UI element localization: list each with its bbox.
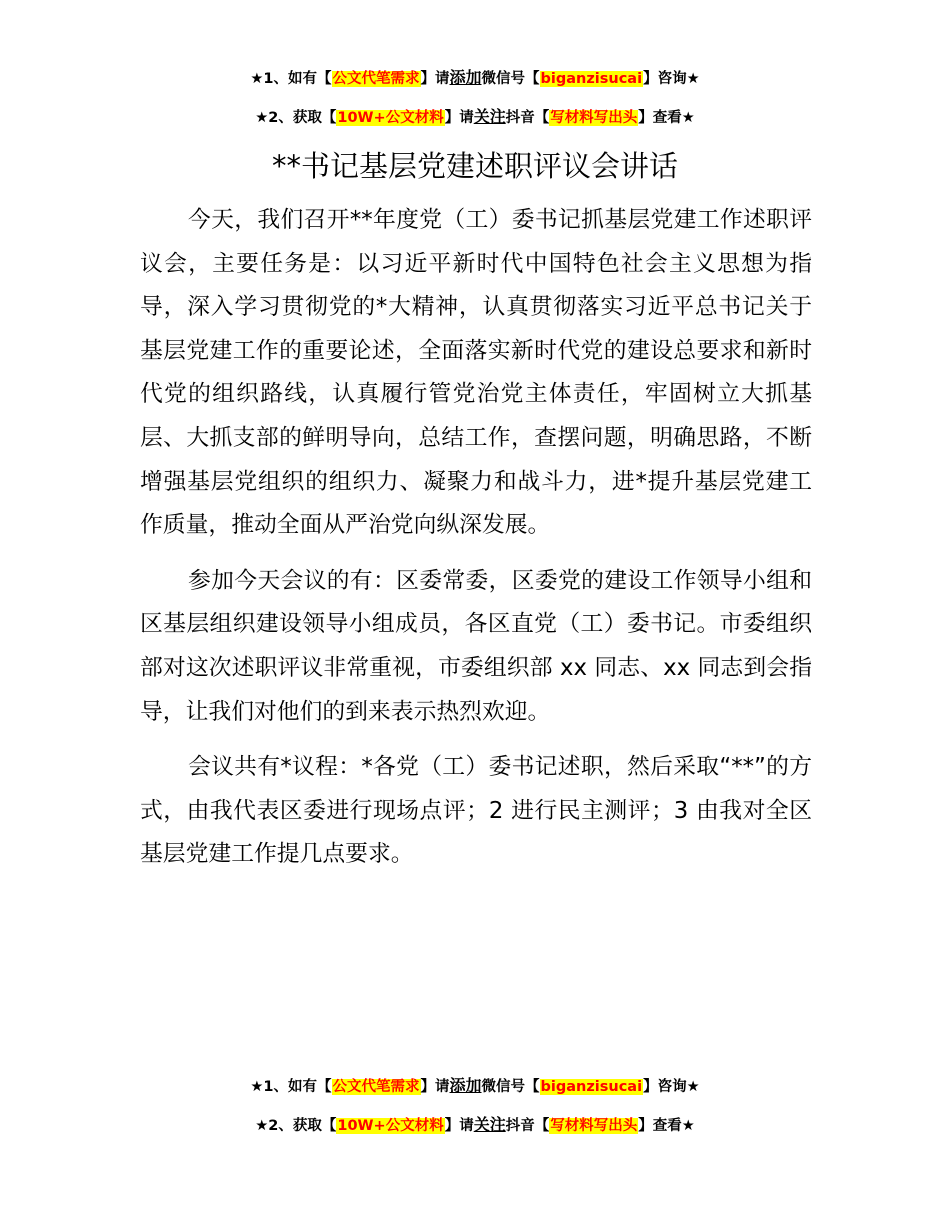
- notice-emphasis: 添加: [449, 68, 482, 87]
- notice-text: 微信号【: [481, 71, 540, 87]
- promo-notice-top-1: [0, 67, 950, 90]
- notice-suffix: 】咨询★: [643, 1079, 700, 1095]
- notice-text: 】请: [420, 1079, 450, 1095]
- notice-suffix: 】咨询★: [643, 71, 700, 87]
- notice-prefix: ★2、获取【: [255, 110, 337, 126]
- notice-highlight: 写材料写出头: [550, 110, 638, 126]
- notice-text: 】请: [420, 71, 450, 87]
- notice-emphasis: 关注: [473, 107, 506, 126]
- notice-highlight: biganzisucai: [540, 1079, 643, 1095]
- notice-prefix: ★2、获取【: [255, 1118, 337, 1134]
- notice-suffix: 】查看★: [638, 1118, 695, 1134]
- body-paragraph: 今天，我们召开**年度党（工）委书记抓基层党建工作述职评议会，主要任务是：以习近平新时代中国特色社会主义思想为指导，深入学习贯彻党的*大精神，认真贯彻落实习近平总书记关于基层党建工作的重要论述，全面落实新时代党的建设总要求和新时代党的组织路线，认真履行管党治党主体责任，牢固树立大抓基层、大抓支部的鲜明导向，总结工作，查摆问题，明确思路，不断增强基层党组织的组织力、凝聚力和战斗力，进*提升基层党建工作质量，推动全面从严治党向纵深发展。: [140, 207, 812, 539]
- notice-text: 抖音【: [505, 110, 550, 126]
- body-paragraph: 会议共有*议程：*各党（工）委书记述职，然后采取“**”的方式，由我代表区委进行现场点评；2 进行民主测评；3 由我对全区基层党建工作提几点要求。: [140, 754, 812, 868]
- notice-text: 】请: [444, 110, 474, 126]
- notice-highlight: 公文代笔需求: [332, 71, 420, 87]
- notice-prefix: ★1、如有【: [250, 1079, 332, 1095]
- notice-emphasis: 关注: [473, 1115, 506, 1134]
- body-paragraph: 参加今天会议的有：区委常委，区委党的建设工作领导小组和区基层组织建设领导小组成员，各区直党（工）委书记。市委组织部对这次述职评议非常重视，市委组织部 xx 同志、xx 同志到会指导，让我们对他们的到来表示热烈欢迎。: [140, 567, 812, 725]
- notice-highlight: biganzisucai: [540, 71, 643, 87]
- notice-prefix: ★1、如有【: [250, 71, 332, 87]
- document-body: [140, 199, 812, 889]
- notice-highlight: 写材料写出头: [550, 1118, 638, 1134]
- notice-highlight: 10W+公文材料: [337, 110, 444, 126]
- document-title: **书记基层党建述职评议会讲话: [271, 149, 678, 183]
- promo-notice-bottom-1: [0, 1075, 950, 1098]
- notice-text: 】请: [444, 1118, 474, 1134]
- notice-highlight: 公文代笔需求: [332, 1079, 420, 1095]
- promo-notice-bottom-2: [0, 1114, 950, 1137]
- notice-suffix: 】查看★: [638, 110, 695, 126]
- promo-notice-top-2: [0, 106, 950, 129]
- notice-emphasis: 添加: [449, 1076, 482, 1095]
- notice-text: 抖音【: [505, 1118, 550, 1134]
- notice-highlight: 10W+公文材料: [337, 1118, 444, 1134]
- notice-text: 微信号【: [481, 1079, 540, 1095]
